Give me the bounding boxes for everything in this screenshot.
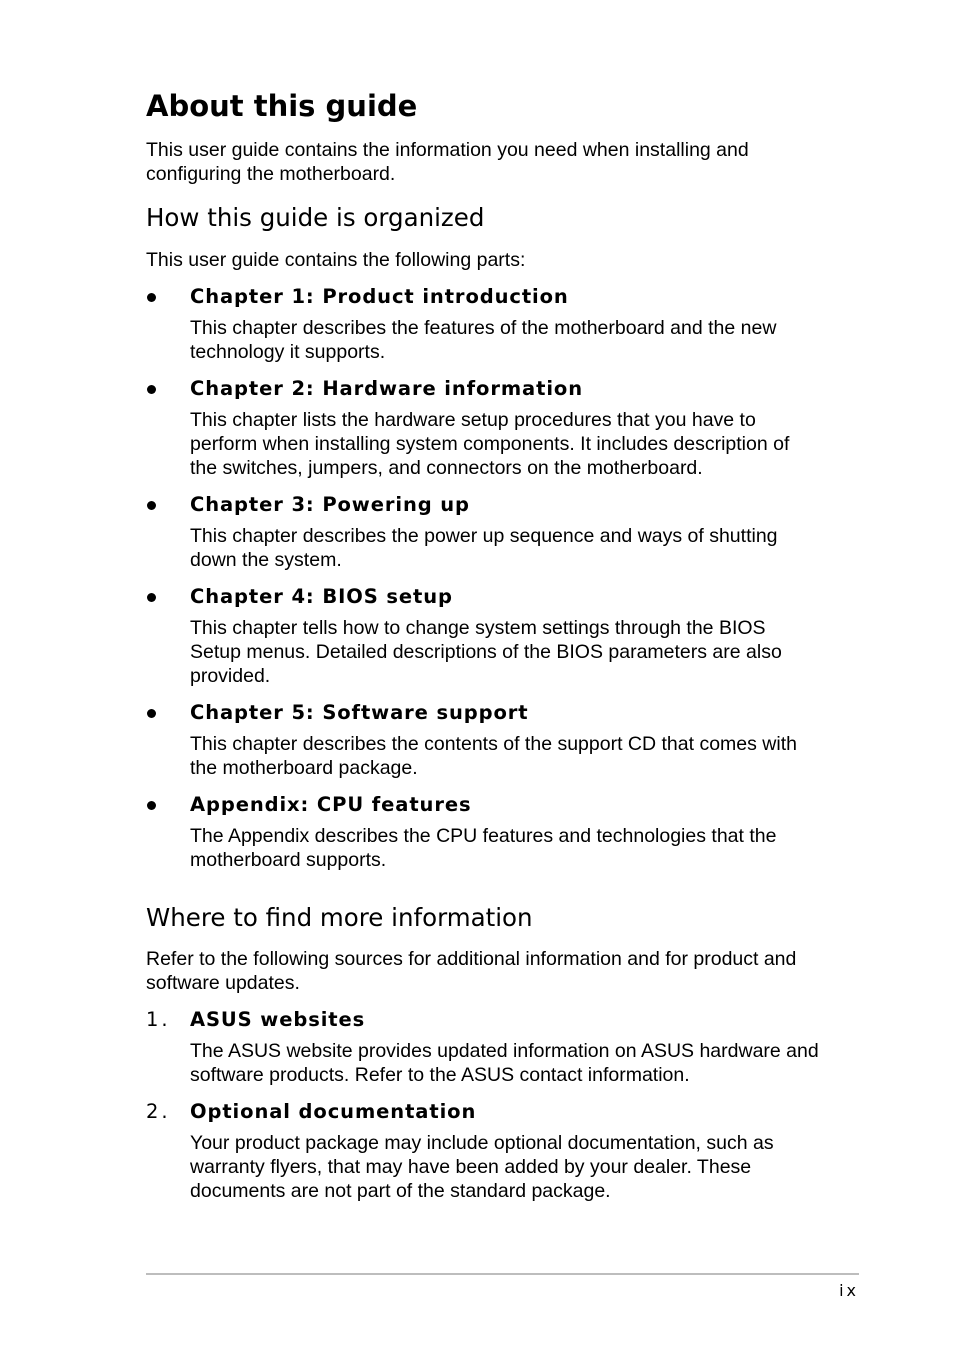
bullet-icon — [147, 385, 156, 394]
footer-divider — [146, 1273, 859, 1275]
item-title: Chapter 3: Powering up — [190, 493, 470, 516]
item-description: This chapter describes the power up sequence and ways of shutting down the system. — [190, 525, 778, 571]
item-title: Chapter 5: Software support — [190, 701, 529, 724]
item-title: ASUS websites — [190, 1008, 366, 1031]
item-number: 2. — [146, 1100, 171, 1123]
item-description: The ASUS website provides updated information on ASUS hardware and software products. Refer to the ASUS contact information. — [190, 1040, 819, 1086]
organization-lead: This user guide contains the following parts: — [146, 249, 526, 271]
item-description: This chapter describes the contents of the support CD that comes with the motherboard package. — [190, 733, 797, 779]
section-heading-organization: How this guide is organized — [146, 203, 485, 232]
item-title: Chapter 4: BIOS setup — [190, 585, 453, 608]
item-description: The Appendix describes the CPU features and technologies that the motherboard supports. — [190, 825, 777, 871]
bullet-icon — [147, 501, 156, 510]
item-title: Optional documentation — [190, 1100, 477, 1123]
item-description: This chapter describes the features of the motherboard and the new technology it supports. — [190, 317, 777, 363]
bullet-icon — [147, 801, 156, 810]
item-description: This chapter tells how to change system settings through the BIOS Setup menus. Detailed descriptions of the BIOS parameters are also provided. — [190, 617, 782, 687]
page-number: ix — [839, 1281, 859, 1300]
item-description: Your product package may include optional documentation, such as warranty flyers, that may have been added by your dealer. These documents are not part of the standard package. — [190, 1132, 774, 1202]
bullet-icon — [147, 593, 156, 602]
item-title: Chapter 1: Product introduction — [190, 285, 569, 308]
page-title: About this guide — [146, 89, 418, 123]
item-number: 1. — [146, 1008, 171, 1031]
item-title: Appendix: CPU features — [190, 793, 472, 816]
intro-paragraph: This user guide contains the information you need when installing and configuring the motherboard. — [146, 139, 749, 185]
item-description: This chapter lists the hardware setup procedures that you have to perform when installing system components. It includes description of the switches, jumpers, and connectors on the motherboard. — [190, 409, 790, 479]
bullet-icon — [147, 293, 156, 302]
section-heading-more-info: Where to find more information — [146, 903, 533, 932]
bullet-icon — [147, 709, 156, 718]
more-info-lead: Refer to the following sources for additional information and for product and software updates. — [146, 948, 797, 994]
item-title: Chapter 2: Hardware information — [190, 377, 584, 400]
